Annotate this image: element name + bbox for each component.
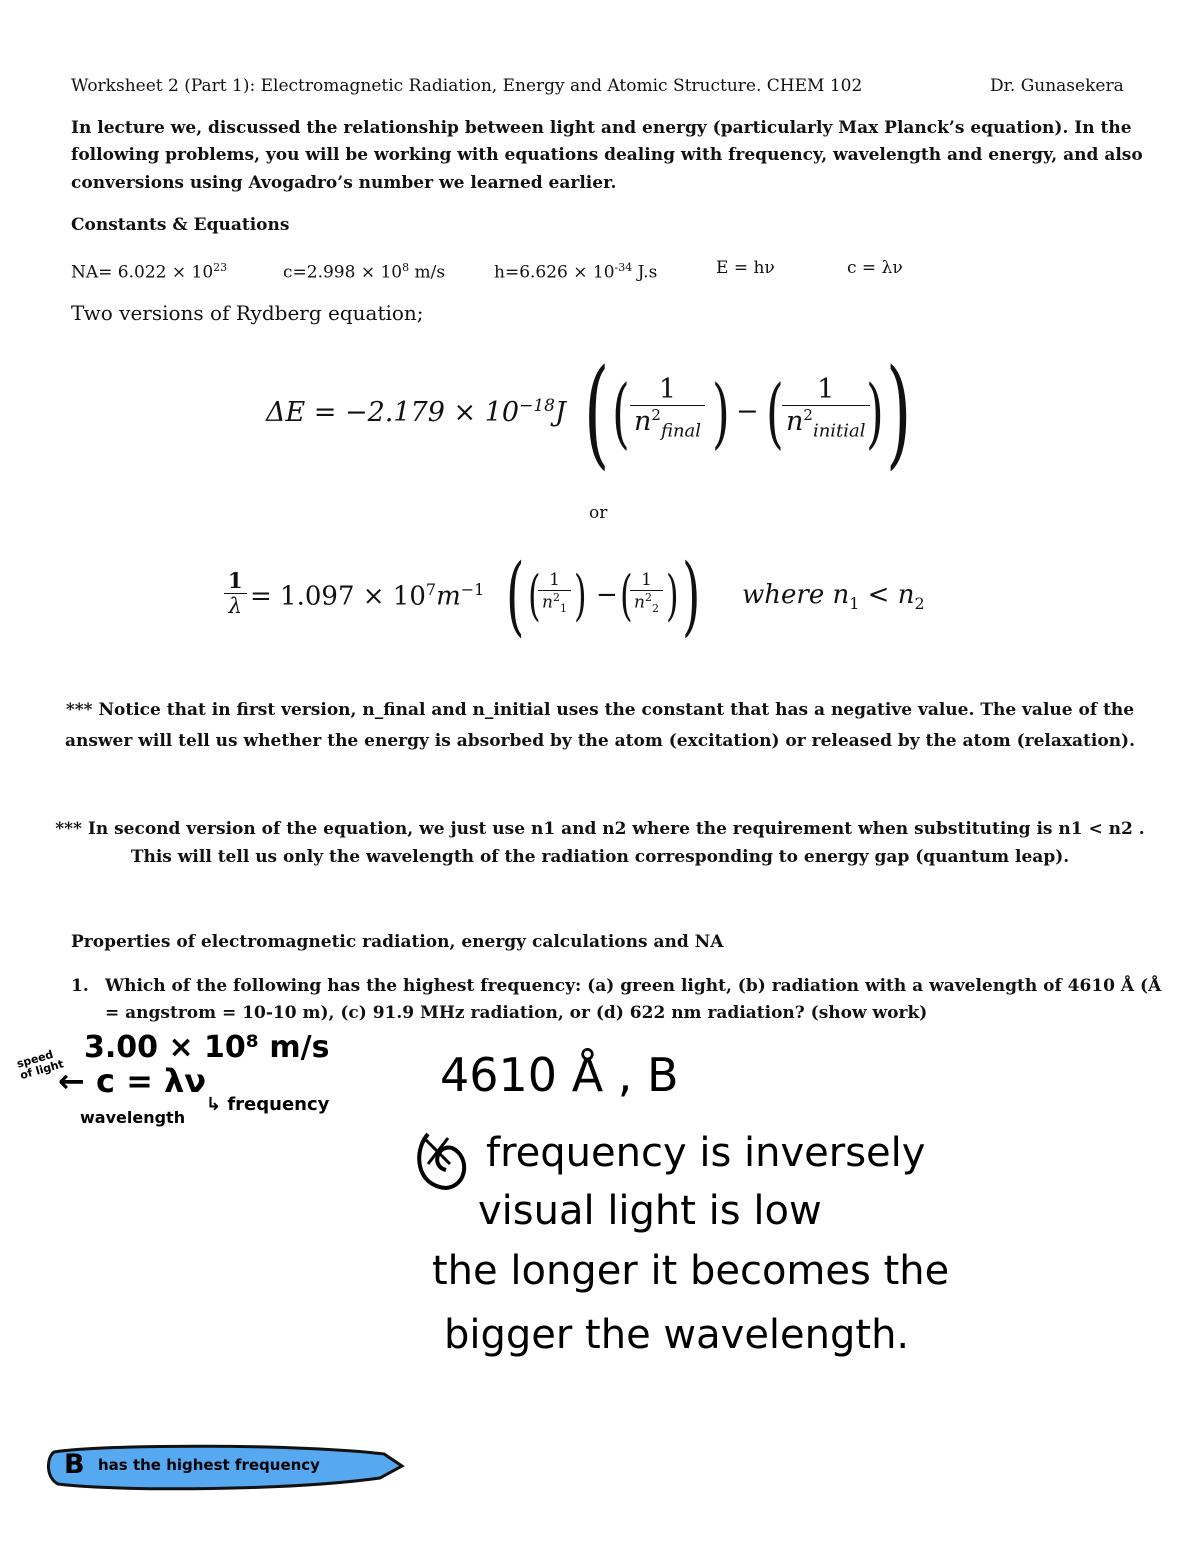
eq2-outer-paren-right: )	[682, 546, 701, 646]
handwritten-note-line-4: bigger the wavelength.	[444, 1312, 910, 1358]
eq2-paren-a-left: (	[528, 564, 541, 627]
eq2-exponent: 7	[425, 580, 437, 599]
eq2-n1: n	[542, 592, 553, 613]
eq2-where-sub2: 2	[914, 594, 925, 614]
eq2-where: where n	[742, 580, 850, 610]
note-2-line-2: This will tell us only the wavelength of the radiation corresponding to energy gap (quantum leap).	[130, 847, 1070, 867]
constant-h-value: h=6.626 × 10	[494, 262, 615, 283]
eq2-paren-b-left: (	[620, 564, 633, 627]
eq2-constant	[250, 580, 484, 612]
eq2-minus: −	[596, 580, 618, 610]
eq1-paren-a-right: )	[712, 368, 730, 457]
eq2-n2: n	[634, 592, 645, 613]
eq1-exponent: −18	[519, 396, 555, 416]
eq2-lhs	[224, 568, 247, 618]
question-1-line-2: = angstrom = 10-10 m), (c) 91.9 MHz radiation, or (d) 622 nm radiation? (show work)	[105, 1003, 928, 1023]
eq2-unit: m	[436, 581, 461, 612]
eq2-n2-sub: 2	[651, 602, 659, 616]
intro-line-3: conversions using Avogadro’s number we learned earlier.	[71, 173, 617, 193]
constant-c-exp: 8	[402, 261, 410, 274]
eq2-where-lt: < n	[859, 580, 915, 610]
handwritten-speed-label: speed of light	[15, 1047, 66, 1083]
answer-text: has the highest frequency	[98, 1456, 320, 1474]
handwritten-note-line-2: visual light is low	[478, 1188, 822, 1234]
eq1-paren-b-left: (	[766, 368, 784, 457]
eq1-paren-a-left: (	[612, 368, 630, 457]
question-1-line-1: Which of the following has the highest frequency: (a) green light, (b) radiation with a wavelength of 4610 Å (Å	[105, 976, 1162, 996]
handwritten-note-line-1: frequency is inversely	[486, 1130, 926, 1176]
eq1-unit: J	[554, 397, 566, 428]
note-1-line-1: *** Notice that in first version, n_final and n_initial uses the constant that has a negative value. The value of the	[65, 700, 1135, 720]
note-1-line-2: answer will tell us whether the energy is absorbed by the atom (excitation) or released by the atom (relaxation).	[64, 731, 1136, 751]
eq2-n2-square: 2	[644, 591, 652, 604]
eq2-lhs-denominator: λ	[228, 594, 242, 618]
handwritten-formula: ← c = λν	[58, 1062, 207, 1100]
handwritten-speed-of-light: 3.00 × 10⁸ m/s	[84, 1030, 330, 1065]
eq2-fraction-n1-numerator: 1	[538, 570, 571, 591]
eq1-outer-paren-left: (	[584, 343, 610, 481]
constant-h-unit: J.s	[632, 262, 658, 283]
equation-energy: E = hν	[716, 258, 775, 278]
equation-or: or	[589, 503, 608, 523]
eq2-fraction-n1	[538, 570, 571, 615]
eq2-paren-b-right: )	[666, 564, 679, 627]
eq1-fraction-initial-numerator: 1	[782, 374, 870, 406]
answer-letter: B	[64, 1449, 85, 1480]
rydberg-equation-wavelength	[224, 546, 964, 646]
author-name: Dr. Gunasekera	[990, 76, 1124, 96]
eq1-n-final-sub: final	[660, 420, 702, 442]
handwritten-circle-mark	[408, 1126, 488, 1206]
constant-c-value: c=2.998 × 10	[283, 262, 403, 283]
eq2-paren-a-right: )	[574, 564, 587, 627]
handwritten-wavelength-label: wavelength	[80, 1108, 186, 1127]
eq1-lhs: ΔE = −2.179 × 10	[266, 397, 520, 428]
eq2-fraction-n2	[630, 570, 663, 615]
constant-avogadro	[71, 254, 227, 287]
intro-line-2: following problems, you will be working with equations dealing with frequency, wavelength and energy, and also	[71, 145, 1143, 165]
eq2-outer-paren-left: (	[506, 546, 525, 646]
eq2-lhs-numerator: 1	[224, 568, 247, 594]
constant-c-unit: m/s	[409, 262, 446, 283]
eq1-fraction-final-numerator: 1	[630, 374, 705, 406]
eq2-n1-sub: 1	[559, 602, 567, 616]
eq1-n-final: n	[634, 406, 652, 437]
eq1-paren-b-right: )	[866, 368, 884, 457]
eq2-unit-exponent: −1	[460, 580, 485, 599]
section-heading: Properties of electromagnetic radiation, energy calculations and NA	[71, 932, 724, 952]
equation-wave: c = λν	[847, 258, 903, 278]
constant-planck	[494, 254, 657, 287]
eq2-n1-square: 2	[552, 591, 560, 604]
intro-line-1: In lecture we, discussed the relationship between light and energy (particularly Max Planck’s equation). In the	[71, 118, 1132, 138]
question-1-number: 1.	[71, 976, 89, 996]
rydberg-equation-energy	[266, 343, 926, 481]
constants-heading: Constants & Equations	[71, 215, 290, 235]
constant-avogadro-value: NA= 6.022 × 10	[71, 262, 214, 283]
handwritten-note-line-0: 4610 Å , B	[440, 1048, 679, 1102]
eq2-where-sub1: 1	[849, 594, 860, 614]
eq2-condition	[742, 580, 925, 613]
eq2-constant-value: = 1.097 × 10	[250, 581, 426, 612]
constant-h-exp: -34	[614, 261, 633, 274]
handwritten-note-line-3: the longer it becomes the	[432, 1248, 950, 1294]
eq1-n-initial-square: 2	[803, 406, 813, 424]
eq1-minus: −	[736, 396, 759, 427]
eq1-n-final-square: 2	[651, 406, 661, 424]
constant-avogadro-exp: 23	[213, 261, 228, 274]
eq1-outer-paren-right: )	[886, 343, 912, 481]
note-2-line-1: *** In second version of the equation, we just use n1 and n2 where the requirement when substituting is n1 < n2 .	[55, 819, 1145, 839]
eq2-fraction-n2-numerator: 1	[630, 570, 663, 591]
rydberg-heading: Two versions of Rydberg equation;	[71, 301, 424, 325]
worksheet-title: Worksheet 2 (Part 1): Electromagnetic Radiation, Energy and Atomic Structure. CHEM 102	[71, 76, 863, 96]
eq1-fraction-initial	[782, 374, 870, 441]
eq1-n-initial: n	[786, 406, 804, 437]
handwritten-frequency-label: ↳ frequency	[206, 1094, 330, 1115]
eq1-n-initial-sub: initial	[812, 420, 866, 442]
eq1-fraction-final	[630, 374, 705, 441]
constant-speed-of-light	[283, 254, 445, 287]
